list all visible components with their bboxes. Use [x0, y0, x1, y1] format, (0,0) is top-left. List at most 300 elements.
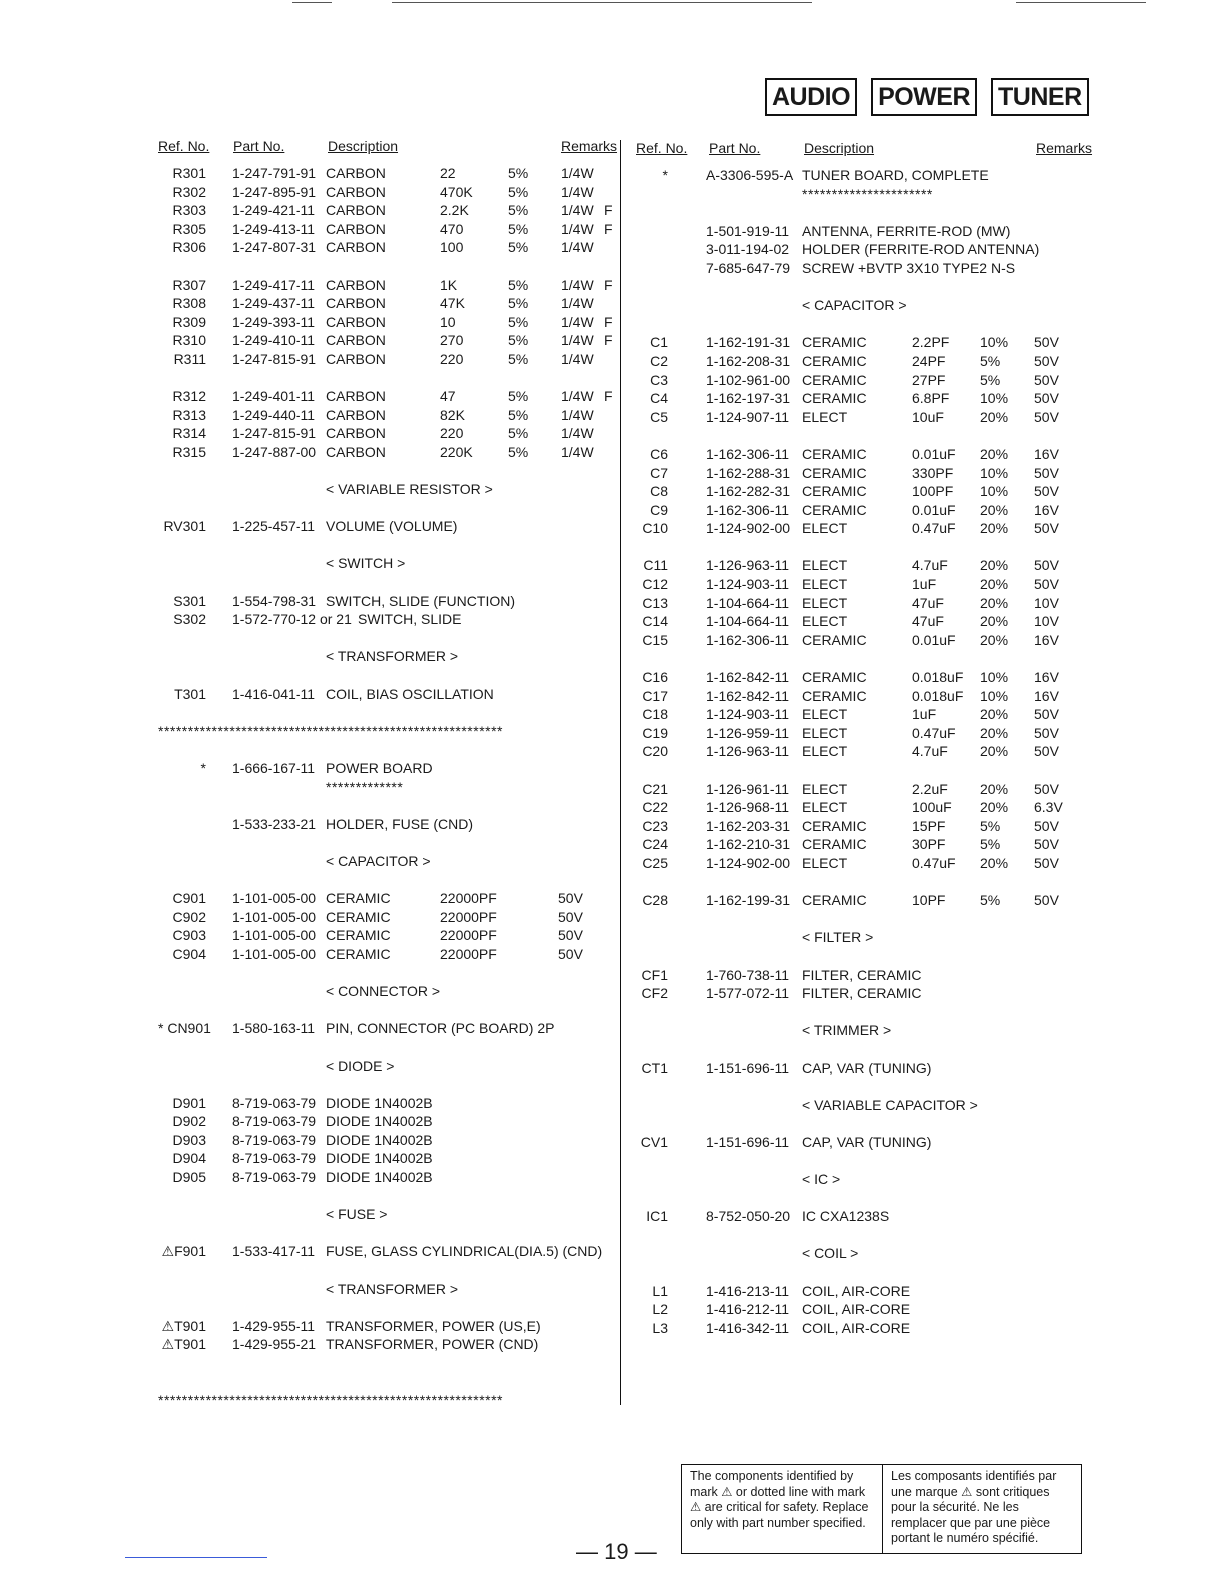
rating-cell: 50V [1034, 520, 1059, 537]
part-number-cell: A-3306-595-A [706, 167, 794, 183]
description-cell: CERAMIC [802, 631, 867, 648]
description-cell: ELECT [802, 408, 848, 425]
part-number-cell: 1-151-696-11 [706, 1133, 790, 1150]
ref-cell: R314 [172, 425, 206, 442]
spacer [636, 910, 1092, 929]
ref-cell: C12 [642, 576, 668, 593]
part-number-cell: 1-416-342-11 [706, 1319, 790, 1336]
description-cell: CERAMIC [326, 890, 391, 907]
spacer [158, 499, 614, 518]
description-cell: ELECT [802, 854, 848, 871]
description-cell: COIL, AIR-CORE [802, 1301, 911, 1318]
ref-cell: C21 [642, 780, 668, 797]
part-number-cell: 3-011-194-02 [706, 241, 790, 258]
right-rows [636, 166, 1092, 1337]
description-cell: CERAMIC [802, 817, 867, 834]
ref-cell: C18 [642, 706, 668, 723]
part-number-cell: 1-247-791-91 [232, 165, 317, 181]
spacer [636, 1040, 1092, 1059]
left-rows [158, 164, 614, 1410]
rating-cell: 50V [1034, 836, 1059, 853]
part-number-cell: 1-225-457-11 [232, 518, 316, 535]
spacer [636, 203, 1092, 222]
ref-cell: R312 [172, 388, 206, 405]
heading-ref: Ref. No. [636, 140, 688, 156]
section-heading [636, 1170, 1092, 1189]
tolerance-cell: 5% [980, 892, 1001, 909]
separator-stars [158, 722, 614, 741]
rating-cell: 1/4W [561, 295, 594, 312]
section-title: < CAPACITOR > [802, 297, 907, 314]
value-cell: 2.2uF [912, 780, 948, 797]
tolerance-cell: 10% [980, 669, 1009, 686]
spacer [158, 462, 614, 481]
part-number-cell: 1-249-440-11 [232, 406, 316, 423]
spacer [158, 703, 614, 722]
ref-cell: R306 [172, 239, 206, 256]
description-cell: CARBON [326, 313, 386, 330]
description-cell: SCREW +BVTP 3X10 TYPE2 N-S [802, 259, 1016, 276]
ref-cell: C11 [643, 557, 668, 574]
value-cell: 10uF [912, 408, 944, 425]
description-cell: CERAMIC [802, 390, 867, 407]
part-number-cell: 1-249-421-11 [232, 202, 316, 219]
part-number-cell: 1-247-895-91 [232, 183, 317, 200]
part-row [636, 854, 1092, 873]
description-cell: DIODE 1N4002B [326, 1131, 433, 1148]
description-cell: HOLDER, FUSE (CND) [326, 815, 474, 832]
rating-cell: 1/4W [561, 406, 594, 423]
part-row [636, 333, 1092, 352]
section-heading [636, 1021, 1092, 1040]
ref-cell: R309 [172, 313, 206, 330]
part-number-cell: 1-501-919-11 [706, 222, 790, 239]
value-cell: 22 [440, 165, 456, 181]
ref-cell: C22 [642, 799, 668, 816]
ref-cell: C4 [650, 390, 668, 407]
part-row [158, 201, 614, 220]
value-cell: 24PF [912, 352, 946, 369]
value-cell: 0.47uF [912, 854, 956, 871]
spacer [636, 1226, 1092, 1245]
tolerance-cell: 5% [980, 836, 1001, 853]
part-row [636, 445, 1092, 464]
part-number-cell: 1-124-903-11 [706, 706, 790, 723]
section-heading [158, 852, 614, 871]
tolerance-cell: 5% [980, 371, 1001, 388]
rating-cell: 1/4W [561, 276, 594, 293]
part-number-cell: 1-554-798-31 [232, 592, 317, 609]
ref-cell: C23 [642, 817, 668, 834]
value-cell: 470K [440, 183, 473, 200]
tolerance-cell: 5% [508, 183, 529, 200]
rating-cell: 1/4W [561, 313, 594, 330]
value-cell: 30PF [912, 836, 946, 853]
part-number-cell: 1-249-410-11 [232, 332, 316, 349]
part-number-cell: 8-719-063-79 [232, 1131, 317, 1148]
part-row [158, 759, 614, 778]
safety-notice [681, 1464, 1082, 1554]
tolerance-cell: 5% [508, 276, 529, 293]
section-heading [158, 1280, 614, 1299]
tolerance-cell: 5% [508, 388, 529, 405]
description-cell: CAP, VAR (TUNING) [802, 1133, 932, 1150]
value-cell: 6.8PF [912, 390, 950, 407]
ref-cell: C7 [650, 464, 668, 481]
value-cell: 0.47uF [912, 724, 956, 741]
part-row [158, 1317, 614, 1336]
part-number-cell: 1-124-902-00 [706, 854, 791, 871]
part-row [158, 1168, 614, 1187]
part-row [636, 817, 1092, 836]
ref-cell: ⚠T901 [161, 1336, 206, 1353]
spacer [636, 315, 1092, 334]
left-parts-column [158, 138, 618, 1410]
description-cell: CERAMIC [326, 908, 391, 925]
part-number-cell: 1-101-005-00 [232, 890, 317, 907]
description-cell: PIN, CONNECTOR (PC BOARD) 2P [326, 1020, 555, 1037]
ref-cell: CF2 [641, 985, 668, 1002]
part-row [158, 908, 614, 927]
heading-part: Part No. [709, 140, 761, 156]
tolerance-cell: 10% [980, 390, 1009, 407]
part-row [158, 945, 614, 964]
rating-cell: 1/4W [561, 239, 594, 256]
ref-cell: S302 [173, 611, 206, 628]
part-row [636, 1282, 1092, 1301]
part-number-cell: 1-151-696-11 [706, 1059, 790, 1076]
part-row [636, 1207, 1092, 1226]
part-row [636, 519, 1092, 538]
part-row [158, 183, 614, 202]
section-title: < COIL > [802, 1245, 859, 1262]
rating-cell: 50V [558, 927, 583, 944]
section-heading [158, 554, 614, 573]
part-number-cell: 7-685-647-79 [706, 259, 791, 276]
spacer [158, 1298, 614, 1317]
part-row [636, 1319, 1092, 1338]
part-number-cell: 1-247-887-00 [232, 443, 317, 460]
remark-cell: F [604, 220, 613, 237]
part-number-cell: 1-162-306-11 [706, 631, 790, 648]
section-title: < FUSE > [326, 1206, 388, 1223]
description-cell: ELECT [802, 724, 848, 741]
spacer [158, 740, 614, 759]
part-number-cell: 1-162-842-11 [706, 687, 790, 704]
tolerance-cell: 20% [980, 501, 1009, 518]
description-cell: DIODE 1N4002B [326, 1169, 433, 1186]
part-row [636, 612, 1092, 631]
ref-cell: C24 [642, 836, 668, 853]
ref-cell: D904 [172, 1150, 206, 1167]
part-number-cell: 1-101-005-00 [232, 945, 317, 962]
rating-cell: 50V [558, 908, 583, 925]
part-number-cell: 1-104-664-11 [706, 594, 790, 611]
ref-cell: RV301 [163, 518, 206, 535]
ref-cell: L2 [652, 1301, 668, 1318]
part-number-cell: 1-572-770-12 or 21 [232, 611, 352, 628]
rating-cell: 10V [1034, 594, 1059, 611]
ref-cell: C904 [172, 945, 206, 962]
part-number-cell: 8-752-050-20 [706, 1208, 791, 1225]
tolerance-cell: 5% [508, 165, 529, 181]
part-row [158, 331, 614, 350]
description-cell: FILTER, CERAMIC [802, 985, 922, 1002]
part-row [158, 164, 614, 183]
spacer [158, 1373, 614, 1392]
part-row [636, 891, 1092, 910]
section-tags [765, 78, 1089, 116]
part-row [636, 1300, 1092, 1319]
tolerance-cell: 5% [508, 350, 529, 367]
description-cell: CERAMIC [802, 483, 867, 500]
part-number-cell: 1-247-815-91 [232, 425, 317, 442]
stars-text: ********************************************************** [158, 722, 503, 739]
rating-cell: 6.3V [1034, 799, 1063, 816]
ref-cell: D901 [172, 1094, 206, 1111]
part-number-cell: 1-533-417-11 [232, 1243, 316, 1260]
tolerance-cell: 20% [980, 706, 1009, 723]
ref-cell: D903 [172, 1131, 206, 1148]
ref-cell: R307 [172, 276, 206, 293]
part-row [158, 220, 614, 239]
description-cell: TRANSFORMER, POWER (US,E) [326, 1317, 541, 1334]
value-cell: 22000PF [440, 945, 497, 962]
rating-cell: 16V [1034, 631, 1059, 648]
description-cell: CARBON [326, 443, 386, 460]
part-row [158, 889, 614, 908]
part-row [158, 685, 614, 704]
description-cell: ELECT [802, 780, 848, 797]
part-number-cell: 1-124-902-00 [706, 520, 791, 537]
tolerance-cell: 20% [980, 631, 1009, 648]
separator-stars [158, 1391, 614, 1410]
part-number-cell: 1-162-203-31 [706, 817, 791, 834]
part-row [636, 166, 1092, 185]
section-title: < IC > [802, 1171, 841, 1188]
part-row [636, 724, 1092, 743]
tolerance-cell: 5% [508, 332, 529, 349]
rating-cell: 50V [1034, 483, 1059, 500]
part-number-cell: 1-247-815-91 [232, 350, 317, 367]
section-title: < TRANSFORMER > [326, 1280, 458, 1297]
spacer [158, 666, 614, 685]
description-cell: CARBON [326, 332, 386, 349]
ref-cell: R303 [172, 202, 206, 219]
part-number-cell: 1-124-903-11 [706, 576, 790, 593]
ref-cell: T301 [174, 685, 206, 702]
remark-cell: F [604, 332, 613, 349]
part-row [636, 668, 1092, 687]
ref-cell: C9 [650, 501, 668, 518]
ref-cell: L1 [652, 1282, 668, 1299]
section-heading [636, 1096, 1092, 1115]
value-cell: 1uF [912, 706, 937, 723]
part-row [636, 352, 1092, 371]
part-number-cell: 1-666-167-11 [232, 760, 316, 776]
description-cell: COIL, BIAS OSCILLATION [326, 685, 494, 702]
part-number-cell: 8-719-063-79 [232, 1094, 317, 1111]
part-row [636, 984, 1092, 1003]
part-row [158, 424, 614, 443]
ref-cell: * [200, 760, 206, 776]
section-title: < FILTER > [802, 929, 874, 946]
description-cell: VOLUME (VOLUME) [326, 518, 458, 535]
part-number-cell: 1-162-197-31 [706, 390, 791, 407]
value-cell: 0.01uF [912, 631, 956, 648]
tolerance-cell: 5% [508, 443, 529, 460]
part-row [158, 387, 614, 406]
rating-cell: 50V [1034, 334, 1059, 351]
rating-cell: 1/4W [561, 443, 594, 460]
tolerance-cell: 5% [508, 239, 529, 256]
description-cell: ELECT [802, 743, 848, 760]
part-number-cell: 1-162-306-11 [706, 501, 790, 518]
heading-part: Part No. [233, 138, 285, 154]
ref-cell: C2 [650, 352, 668, 369]
part-number-cell: 1-247-807-31 [232, 239, 317, 256]
tolerance-cell: 10% [980, 334, 1009, 351]
description-cell: FILTER, CERAMIC [802, 966, 922, 983]
ref-cell: C3 [650, 371, 668, 388]
part-row [158, 926, 614, 945]
rating-cell: 1/4W [561, 165, 594, 181]
part-row [636, 594, 1092, 613]
part-row [636, 371, 1092, 390]
ref-cell: IC1 [646, 1208, 668, 1225]
heading-remarks: Remarks [1036, 140, 1093, 156]
rating-cell: 1/4W [561, 183, 594, 200]
part-row [636, 780, 1092, 799]
part-row [636, 222, 1092, 241]
value-cell: 100PF [912, 483, 954, 500]
description-cell: HOLDER (FERRITE-ROD ANTENNA) [802, 241, 1040, 258]
description-cell: CARBON [326, 388, 386, 405]
part-row [158, 1131, 614, 1150]
spacer [636, 1189, 1092, 1208]
part-row [636, 408, 1092, 427]
ref-cell: C25 [642, 854, 668, 871]
part-row [636, 501, 1092, 520]
rating-cell: 1/4W [561, 332, 594, 349]
spacer [158, 964, 614, 983]
part-number-cell: 1-249-413-11 [232, 220, 316, 237]
ref-cell: C10 [642, 520, 668, 537]
part-row [636, 835, 1092, 854]
value-cell: 22000PF [440, 927, 497, 944]
part-number-cell: 1-126-963-11 [706, 743, 790, 760]
rating-cell: 10V [1034, 613, 1059, 630]
value-cell: 2.2PF [912, 334, 950, 351]
rating-cell: 50V [1034, 464, 1059, 481]
value-cell: 2.2K [440, 202, 469, 219]
rating-cell: 16V [1034, 687, 1059, 704]
tolerance-cell: 10% [980, 687, 1009, 704]
description-cell: ELECT [802, 520, 848, 537]
part-number-cell: 1-162-191-31 [706, 334, 791, 351]
value-cell: 0.018uF [912, 669, 964, 686]
part-number-cell: 1-760-738-11 [706, 966, 790, 983]
remark-cell: F [604, 276, 613, 293]
rating-cell: 50V [1034, 576, 1059, 593]
part-row [636, 464, 1092, 483]
spacer [636, 1263, 1092, 1282]
rating-cell: 50V [1034, 780, 1059, 797]
value-cell: 4.7uF [912, 557, 948, 574]
spacer [158, 1224, 614, 1243]
rating-cell: 50V [1034, 892, 1059, 909]
rating-cell: 50V [1034, 390, 1059, 407]
description-cell: TUNER BOARD, COMPLETE [802, 167, 989, 183]
section-heading [636, 296, 1092, 315]
description-cell: ELECT [802, 557, 848, 574]
value-cell: 100uF [912, 799, 952, 816]
spacer [636, 1077, 1092, 1096]
value-cell: 82K [440, 406, 465, 423]
tolerance-cell: 5% [508, 295, 529, 312]
rating-cell: 50V [1034, 352, 1059, 369]
spacer [158, 1075, 614, 1094]
part-number-cell: 1-162-282-31 [706, 483, 791, 500]
part-row [636, 389, 1092, 408]
spacer [158, 1354, 614, 1373]
rating-cell: 50V [1034, 557, 1059, 574]
spacer [158, 629, 614, 648]
ref-cell: C8 [650, 483, 668, 500]
description-cell: CERAMIC [802, 445, 867, 462]
part-row [636, 556, 1092, 575]
rating-cell: 16V [1034, 445, 1059, 462]
tag-power: POWER [871, 78, 977, 116]
description-cell: SWITCH, SLIDE (FUNCTION) [326, 592, 515, 609]
part-row [636, 798, 1092, 817]
footer-line [125, 1557, 267, 1558]
part-number-cell: 1-126-959-11 [706, 724, 790, 741]
ref-cell: C13 [642, 594, 668, 611]
rating-cell: 50V [1034, 743, 1059, 760]
rating-cell: 50V [1034, 706, 1059, 723]
ref-cell: C14 [642, 613, 668, 630]
part-number-cell: 1-249-401-11 [232, 388, 316, 405]
rating-cell: 50V [558, 945, 583, 962]
value-cell: 10 [440, 313, 456, 330]
rating-cell: 50V [1034, 817, 1059, 834]
spacer [636, 947, 1092, 966]
spacer [636, 1151, 1092, 1170]
part-number-cell: 1-577-072-11 [706, 985, 790, 1002]
tolerance-cell: 20% [980, 854, 1009, 871]
description-cell: CARBON [326, 183, 386, 200]
tolerance-cell: 20% [980, 613, 1009, 630]
part-row [158, 443, 614, 462]
stars-text: ********************************************************** [158, 1392, 503, 1409]
tolerance-cell: 5% [508, 202, 529, 219]
description-cell: CERAMIC [802, 371, 867, 388]
ref-cell: D905 [172, 1169, 206, 1186]
value-cell: 47K [440, 295, 465, 312]
spacer [636, 426, 1092, 445]
rating-cell: 50V [1034, 371, 1059, 388]
description-cell: CERAMIC [802, 464, 867, 481]
ref-cell: C6 [650, 445, 668, 462]
value-cell: 27PF [912, 371, 946, 388]
ref-cell: CF1 [641, 966, 668, 983]
safety-notice-english: The components identified by mark ⚠ or dotted line with mark ⚠ are critical for safety. Replace only with part number specified. [682, 1465, 883, 1553]
stars-text: ********************** [802, 185, 933, 202]
remark-cell: F [604, 313, 613, 330]
section-heading [158, 1057, 614, 1076]
description-cell: CERAMIC [802, 687, 867, 704]
